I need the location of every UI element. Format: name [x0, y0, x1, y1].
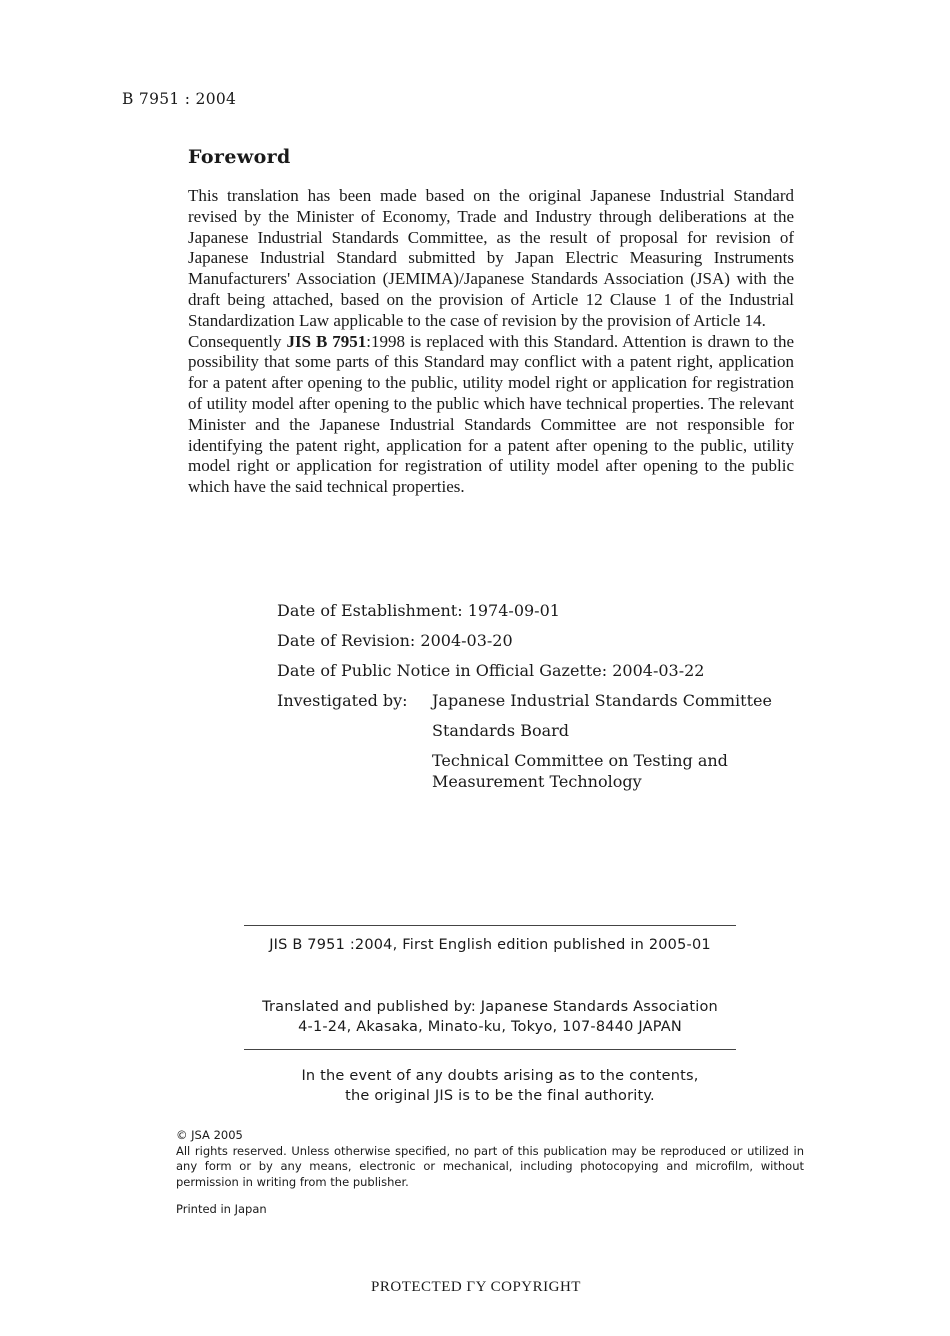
foreword-paragraph-2	[188, 332, 794, 498]
date-of-public-notice: Date of Public Notice in Official Gazette: 2004-03-22	[277, 661, 705, 680]
replaced-standard-number: JIS B 7951	[286, 331, 367, 351]
foreword-body	[188, 186, 794, 498]
investigating-committee: Japanese Industrial Standards Committee	[432, 691, 772, 710]
copyright-block	[176, 1128, 804, 1190]
publisher-address: 4-1-24, Akasaka, Minato-ku, Tokyo, 107-8440 JAPAN	[298, 1019, 682, 1035]
technical-committee-line-2: Measurement Technology	[432, 772, 642, 791]
publisher-block	[0, 997, 950, 1037]
foreword-paragraph-1: This translation has been made based on the original Japanese Industrial Standard revised by the Minister of Economy, Trade and Industry through deliberations at the Japanese Industrial Standards Committee, as the result of proposal for revision of Japanese Industrial Standard submitted by Japan Electric Measuring Instruments Manufacturers' Association (JEMIMA)/Japanese Standards Association (JSA) with the draft being attached, based on the provision of Article 12 Clause 1 of the Industrial Standardization Law applicable to the case of revision by the provision of Article 14.	[188, 186, 794, 330]
printed-in-japan: Printed in Japan	[176, 1202, 267, 1216]
authority-note	[0, 1066, 950, 1106]
rights-statement: All rights reserved. Unless otherwise specified, no part of this publication may be reproduced or utilized in any form or by any means, electronic or mechanical, including photocopying and microfilm, without permission in writing from the publisher.	[176, 1143, 804, 1189]
investigated-by-label: Investigated by:	[277, 691, 408, 710]
page-header-standard-number: B 7951 : 2004	[122, 90, 237, 108]
top-divider	[244, 925, 736, 926]
authority-line-1: In the event of any doubts arising as to the contents,	[301, 1068, 699, 1084]
protected-by-copyright-footer: PROTECTED ΓΥ COPYRIGHT	[371, 1279, 581, 1295]
foreword-paragraph-2-rest: :1998 is replaced with this Standard. Attention is drawn to the possibility that some parts of this Standard may conflict with a patent right, application for a patent after opening to the public, utility model right or application for registration of utility model after opening to the public which have technical properties. The relevant Minister and the Japanese Industrial Standards Committee are not responsible for identifying the patent right, application for a patent after opening to the public, utility model right or application for registration of utility model after opening to the public which have the said technical properties.	[188, 331, 794, 497]
date-of-establishment: Date of Establishment: 1974-09-01	[277, 601, 560, 620]
investigated-by-values	[432, 690, 772, 792]
copyright-notice: © JSA 2005	[176, 1128, 243, 1142]
date-of-revision: Date of Revision: 2004-03-20	[277, 631, 513, 650]
foreword-paragraph-2-prefix: Consequently	[188, 331, 287, 351]
dates-block	[277, 600, 772, 792]
authority-line-2: the original JIS is to be the final authority.	[345, 1088, 655, 1104]
publisher-line-1: Translated and published by: Japanese Standards Association	[262, 999, 718, 1015]
technical-committee-line-1: Technical Committee on Testing and	[432, 751, 728, 770]
bottom-divider	[244, 1049, 736, 1050]
edition-line: JIS B 7951 :2004, First English edition published in 2005-01	[269, 937, 711, 953]
investigating-board: Standards Board	[432, 721, 570, 740]
investigated-by-row	[277, 690, 772, 792]
foreword-title: Foreword	[188, 146, 291, 168]
